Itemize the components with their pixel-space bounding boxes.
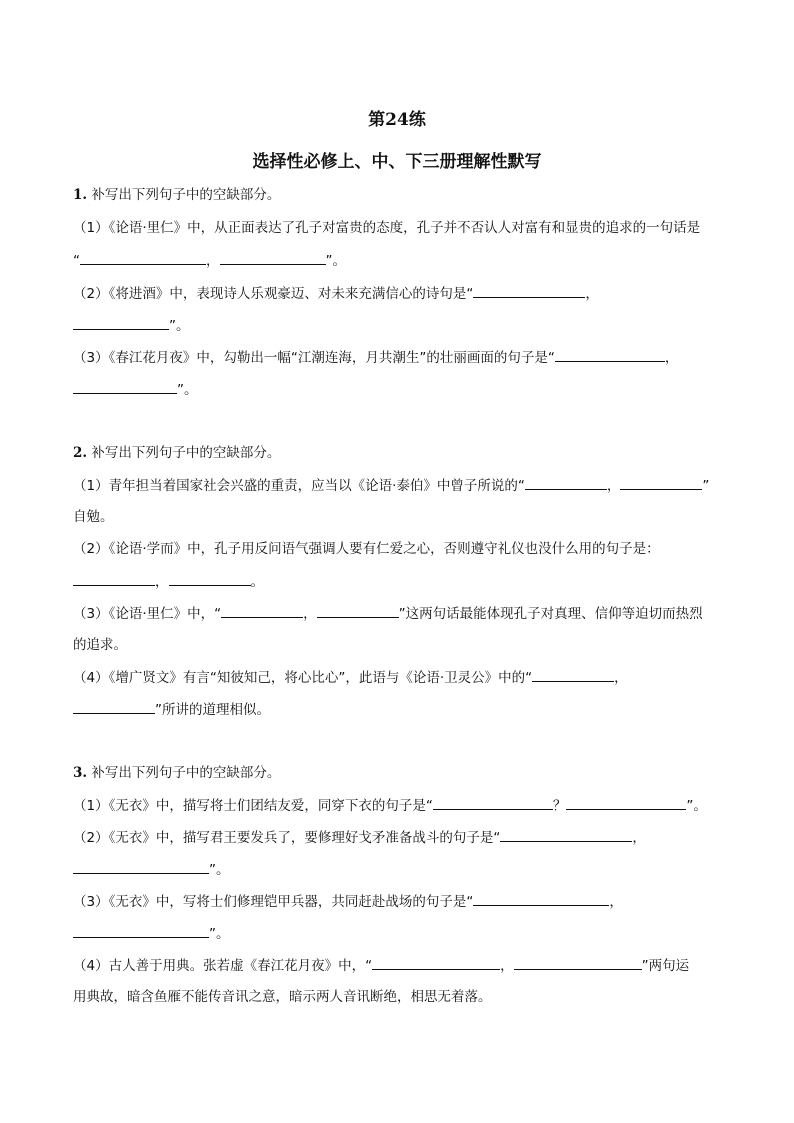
answer-blank[interactable] (525, 476, 607, 490)
question-prompt: 补写出下列句子中的空缺部分。 (91, 445, 281, 461)
answer-blank[interactable] (473, 284, 585, 298)
answer-blank[interactable] (220, 251, 326, 265)
question-1-heading (73, 186, 280, 204)
question-prompt: 补写出下列句子中的空缺部分。 (91, 187, 281, 203)
question-2-item-2-line-2: ， 。 (73, 572, 264, 591)
question-2-item-4-line-1: （4）《增广贤文》有言“知彼知己，将心比心”，此语与《论语·卫灵公》中的“ ， (73, 670, 628, 686)
answer-blank[interactable] (317, 604, 399, 618)
question-number: 1. (73, 187, 88, 203)
question-3-item-4-line-1: （4）古人善于用典。张若虚《春江花月夜》中，“ ， ”两句运 (73, 958, 690, 974)
question-2-item-1-line-2: 自勉。 (73, 509, 114, 525)
answer-blank[interactable] (514, 956, 642, 970)
question-2-item-2-line-1: （2）《论语·学而》中，孔子用反问语气强调人要有仁爱之心，否则遵守礼仪也没什么用的句子是： (73, 541, 660, 557)
question-3-item-3-line-1: （3）《无衣》中，写将士们修理铠甲兵器，共同赶赴战场的句子是“ ， (73, 894, 623, 910)
answer-blank[interactable] (500, 828, 632, 842)
question-prompt: 补写出下列句子中的空缺部分。 (91, 765, 281, 781)
question-2-item-4-line-2: ”所讲的道理相似。 (73, 700, 270, 719)
answer-blank[interactable] (566, 796, 686, 810)
answer-blank[interactable] (73, 572, 155, 586)
answer-blank[interactable] (73, 316, 169, 330)
page-title: 第24练 (368, 110, 426, 130)
answer-blank[interactable] (73, 380, 177, 394)
answer-blank[interactable] (80, 251, 206, 265)
question-2-item-1-line-1: （1）青年担当着国家社会兴盛的重责，应当以《论语·泰伯》中曾子所说的“ ， ” (73, 478, 710, 494)
question-number: 3. (73, 765, 88, 781)
question-1-item-1-line-1: （1）《论语·里仁》中，从正面表达了孔子对富贵的态度，孔子并不否认人对富有和显贵的追求的一句话是 (73, 220, 701, 236)
page-subtitle: 选择性必修上、中、下三册理解性默写 (252, 152, 542, 172)
question-2-item-3-line-1: （3）《论语·里仁》中，“ ， ”这两句话最能体现孔子对真理、信仰等迫切而热烈 (73, 606, 703, 622)
question-3-item-2-line-1: （2）《无衣》中，描写君王要发兵了，要修理好戈矛准备战斗的句子是“ ， (73, 830, 646, 846)
answer-blank[interactable] (169, 572, 251, 586)
answer-blank[interactable] (433, 796, 553, 810)
question-2-heading (73, 444, 280, 462)
question-3-item-4-line-2: 用典故，暗含鱼雁不能传音讯之意，暗示两人音讯断绝，相思无着落。 (73, 989, 492, 1005)
question-3-heading (73, 764, 280, 782)
question-1-item-1-line-2: “ ， ”。 (73, 253, 346, 269)
answer-blank[interactable] (73, 860, 209, 874)
answer-blank[interactable] (532, 668, 614, 682)
question-2-item-3-line-2: 的追求。 (73, 637, 127, 653)
question-1-item-3-line-2: ”。 (73, 380, 198, 399)
answer-blank[interactable] (555, 348, 665, 362)
question-3-item-3-line-2: ”。 (73, 924, 230, 943)
question-3-item-2-line-2: ”。 (73, 860, 230, 879)
answer-blank[interactable] (473, 892, 609, 906)
question-3-item-1-line-1: （1）《无衣》中，描写将士们团结友爱，同穿下衣的句子是“ ？ ”。 (73, 798, 707, 814)
question-1-item-2-line-1: （2）《将进酒》中，表现诗人乐观豪迈、对未来充满信心的诗句是“ ， (73, 286, 599, 302)
answer-blank[interactable] (73, 924, 209, 938)
answer-blank[interactable] (73, 700, 155, 714)
question-1-item-2-line-2: ”。 (73, 316, 190, 335)
question-1-item-3-line-1: （3）《春江花月夜》中，勾勒出一幅“江潮连海，月共潮生”的壮丽画面的句子是“ ， (73, 350, 679, 366)
answer-blank[interactable] (372, 956, 500, 970)
answer-blank[interactable] (620, 476, 702, 490)
question-number: 2. (73, 445, 88, 461)
answer-blank[interactable] (221, 604, 303, 618)
